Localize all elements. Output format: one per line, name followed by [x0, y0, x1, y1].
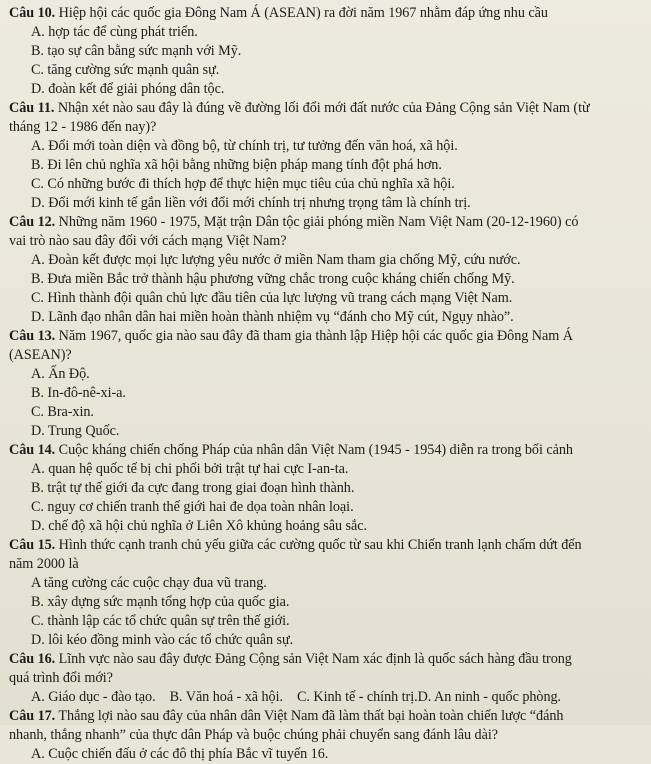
question-number: Câu 10. — [9, 5, 56, 21]
option-c: C. nguy cơ chiến tranh thế giới hai đe dọa toàn nhân loại. — [31, 499, 354, 515]
question-number: Câu 13. — [9, 328, 56, 344]
question-text: Cuộc kháng chiến chống Pháp của nhân dân Việt Nam (1945 - 1954) diễn ra trong bối cảnh — [55, 442, 573, 458]
option-a: A. Đổi mới toàn diện và đồng bộ, từ chính trị, tư tưởng đến văn hoá, xã hội. — [31, 138, 458, 154]
question-number: Câu 16. — [9, 651, 56, 667]
question-text-cont: vai trò nào sau đây đối với cách mạng Việt Nam? — [9, 233, 287, 249]
option-c: C. Bra-xin. — [31, 404, 94, 420]
option-d: D. chế độ xã hội chủ nghĩa ở Liên Xô khủng hoảng sâu sắc. — [31, 518, 368, 534]
question-text: Những năm 1960 - 1975, Mặt trận Dân tộc giải phóng miền Nam Việt Nam (20-12-1960) có — [55, 214, 579, 230]
question-text: Năm 1967, quốc gia nào sau đây đã tham gia thành lập Hiệp hội các quốc gia Đông Nam Á — [55, 328, 573, 344]
option-a: A tăng cường các cuộc chạy đua vũ trang. — [31, 575, 267, 591]
option-b: B. Đi lên chủ nghĩa xã hội bằng những biện pháp mang tính đột phá hơn. — [31, 157, 442, 173]
question-17 — [9, 707, 643, 726]
question-text-cont: năm 2000 là — [9, 556, 79, 572]
option-a: A. Giáo dục - đào tạo. — [31, 689, 156, 705]
question-text: Hiệp hội các quốc gia Đông Nam Á (ASEAN) ra đời năm 1967 nhằm đáp ứng nhu cầu — [55, 5, 548, 21]
question-text: Hình thức cạnh tranh chủ yếu giữa các cường quốc từ sau khi Chiến tranh lạnh chấm dứt đến — [55, 537, 582, 553]
option-b: B. trật tự thế giới đa cực đang trong giai đoạn hình thành. — [31, 480, 355, 496]
question-10 — [9, 4, 643, 23]
option-b: B. tạo sự cân bằng sức mạnh với Mỹ. — [31, 43, 242, 59]
question-text-cont: quá trình đổi mới? — [9, 670, 113, 686]
question-14 — [9, 441, 643, 460]
question-text: Thắng lợi nào sau đây của nhân dân Việt Nam đã làm thất bại hoàn toàn chiến lược “đánh — [55, 708, 564, 724]
question-text-cont: tháng 12 - 1986 đến nay)? — [9, 119, 157, 135]
question-text: Nhận xét nào sau đây là đúng về đường lối đổi mới đất nước của Đảng Cộng sản Việt Nam (từ — [54, 100, 590, 116]
options-inline — [9, 688, 643, 707]
option-d: D. lôi kéo đồng minh vào các tổ chức quân sự. — [31, 632, 294, 648]
question-number: Câu 15. — [9, 537, 56, 553]
option-a: A. Ấn Độ. — [31, 366, 90, 382]
option-c: C. thành lập các tổ chức quân sự trên thế giới. — [31, 613, 290, 629]
option-b: B. Đưa miền Bắc trở thành hậu phương vững chắc trong cuộc kháng chiến chống Mỹ. — [31, 271, 515, 287]
option-c: C. Kinh tế - chính trị. — [297, 689, 418, 705]
question-15 — [9, 536, 643, 555]
option-b: B. In-đô-nê-xi-a. — [31, 385, 126, 401]
option-a: A. Cuộc chiến đấu ở các đô thị phía Bắc vĩ tuyến 16. — [31, 746, 329, 762]
question-text: Lĩnh vực nào sau đây được Đảng Cộng sản Việt Nam xác định là quốc sách hàng đầu trong — [55, 651, 572, 667]
question-text-cont: nhanh, thắng nhanh” của thực dân Pháp và buộc chúng phải chuyển sang đánh lâu dài? — [9, 727, 498, 743]
question-12 — [9, 213, 643, 232]
option-d: D. Trung Quốc. — [31, 423, 120, 439]
option-a: A. hợp tác để cùng phát triển. — [31, 24, 198, 40]
option-a: A. Đoàn kết được mọi lực lượng yêu nước ở miền Nam tham gia chống Mỹ, cứu nước. — [31, 252, 521, 268]
question-number: Câu 17. — [9, 708, 56, 724]
option-a: A. quan hệ quốc tế bị chi phối bởi trật tự hai cực I-an-ta. — [31, 461, 349, 477]
question-text-cont: (ASEAN)? — [9, 347, 72, 363]
option-d: D. An ninh - quốc phòng. — [417, 689, 562, 705]
question-number: Câu 14. — [9, 442, 56, 458]
option-b: B. xây dựng sức mạnh tổng hợp của quốc gia. — [31, 594, 290, 610]
question-number: Câu 11. — [9, 100, 55, 116]
option-d: D. Đổi mới kinh tế gắn liền với đổi mới chính trị nhưng trọng tâm là chính trị. — [31, 195, 471, 211]
question-number: Câu 12. — [9, 214, 56, 230]
option-d: D. đoàn kết để giải phóng dân tộc. — [31, 81, 225, 97]
option-c: C. Có những bước đi thích hợp để thực hiện mục tiêu của chủ nghĩa xã hội. — [31, 176, 455, 192]
option-d: D. Lãnh đạo nhân dân hai miền hoàn thành nhiệm vụ “đánh cho Mỹ cút, Ngụy nhào”. — [31, 309, 514, 325]
option-c: C. Hình thành đội quân chủ lực đầu tiên của lực lượng vũ trang cách mạng Việt Nam. — [31, 290, 513, 306]
question-16 — [9, 650, 643, 669]
question-11 — [9, 99, 643, 118]
question-13 — [9, 327, 643, 346]
option-c: C. tăng cường sức mạnh quân sự. — [31, 62, 220, 78]
option-b: B. Văn hoá - xã hội. — [169, 689, 283, 705]
